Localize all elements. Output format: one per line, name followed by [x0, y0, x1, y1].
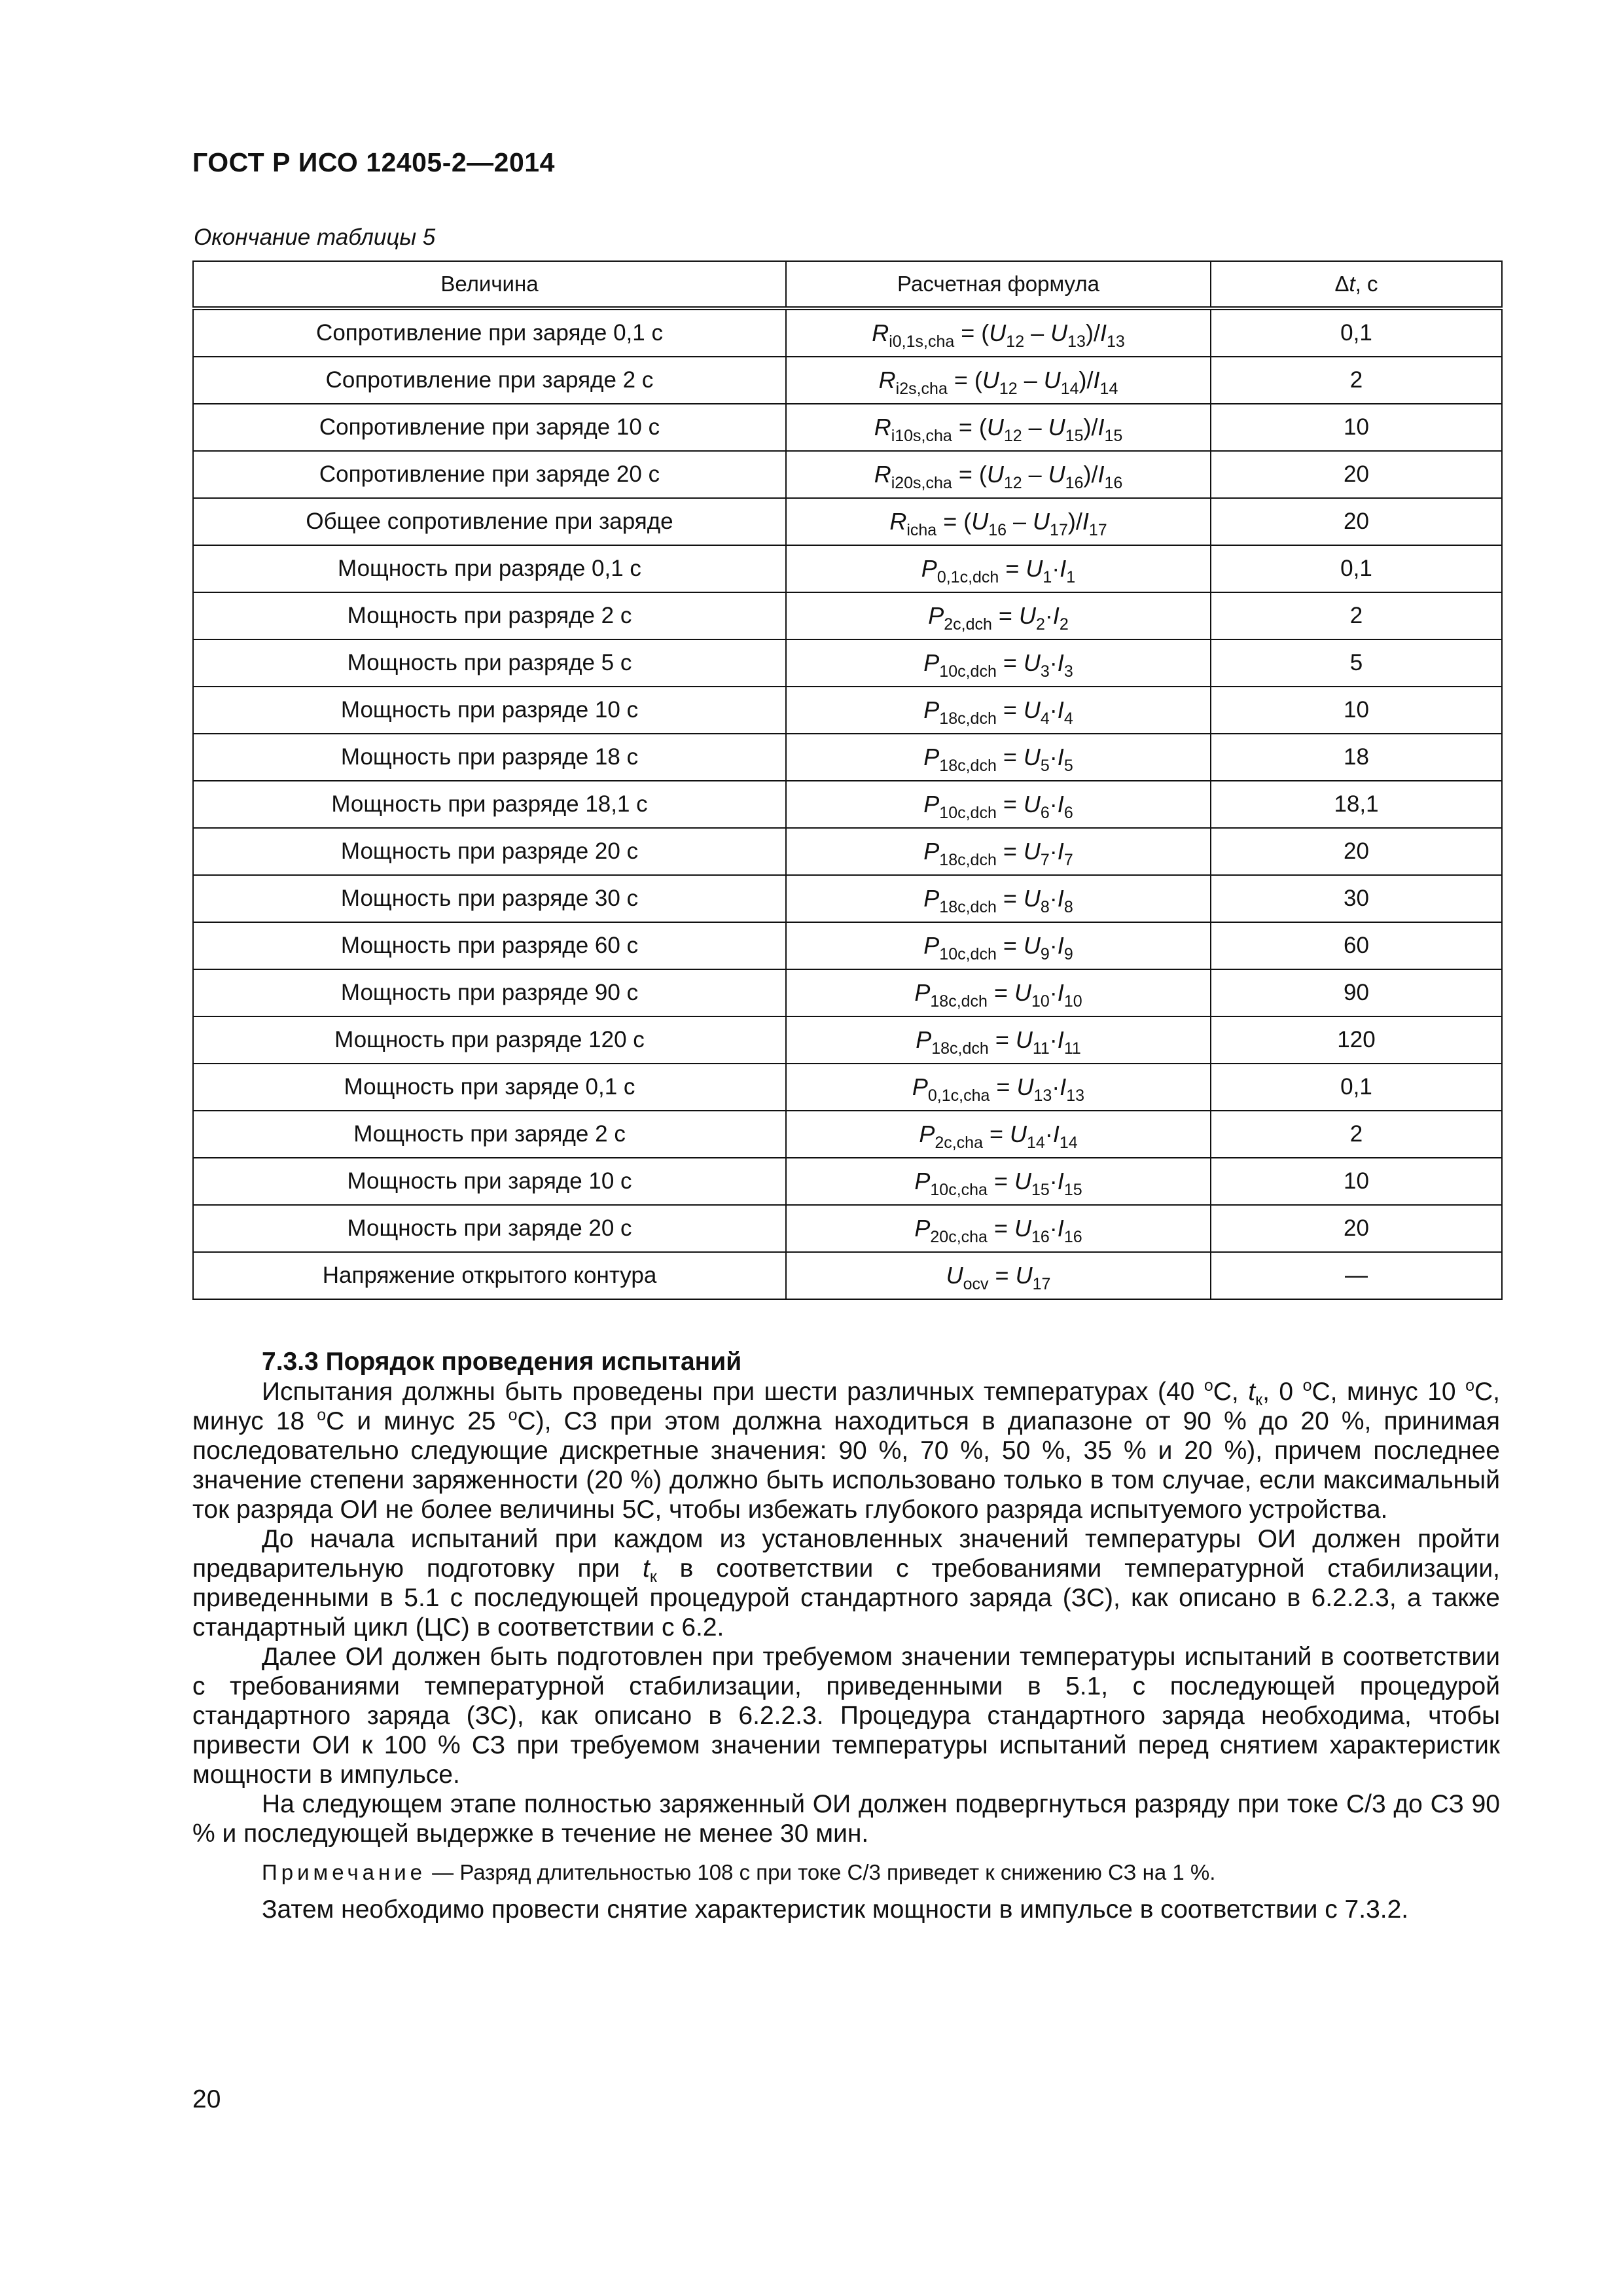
note-text: — Разряд длительностью 108 с при токе С/3 приведет к снижению СЗ на 1 %. [426, 1860, 1216, 1884]
table-row [193, 451, 1502, 498]
cell-formula: $P_{10c,cha} = U_{15}\cdot I_{15}$ [786, 1158, 1211, 1205]
table-row [193, 1205, 1502, 1252]
cell-quantity: Мощность при разряде 10 с [193, 687, 786, 734]
table-row [193, 308, 1502, 357]
cell-formula: $U_{ocv} = U_{17}$ [786, 1252, 1211, 1299]
note-label: Примечание [262, 1860, 427, 1884]
cell-quantity: Мощность при разряде 0,1 с [193, 545, 786, 592]
table-row [193, 687, 1502, 734]
table-row [193, 545, 1502, 592]
page-number: 20 [192, 2085, 221, 2113]
table-row [193, 734, 1502, 781]
table-5 [192, 260, 1503, 1300]
table-row [193, 592, 1502, 639]
column-header-formula: Расчетная формула [786, 261, 1211, 308]
table-row [193, 828, 1502, 875]
cell-dt: — [1211, 1252, 1502, 1299]
cell-formula: $P_{0,1c,dch} = U_1\cdot I_1$ [786, 545, 1211, 592]
cell-dt: 18,1 [1211, 781, 1502, 828]
cell-dt: 0,1 [1211, 308, 1502, 357]
cell-dt: 10 [1211, 404, 1502, 451]
cell-dt: 60 [1211, 922, 1502, 969]
cell-quantity: Мощность при разряде 30 с [193, 875, 786, 922]
table-row [193, 1016, 1502, 1064]
cell-formula: $P_{0,1c,cha} = U_{13}\cdot I_{13}$ [786, 1064, 1211, 1111]
cell-dt: 2 [1211, 592, 1502, 639]
cell-formula: $P_{18c,dch} = U_{11}\cdot I_{11}$ [786, 1016, 1211, 1064]
cell-quantity: Мощность при разряде 18 с [193, 734, 786, 781]
paragraph: Испытания должны быть проведены при шести различных температурах (40 $^o$С, $t_к$, 0 $^o$С, минус 10 $^o$С, минус 18 $^o$С и минус 25 $^o$С), СЗ при этом должна находиться в диапазоне от 90 % до 20 %, принимая последовательно следующие дискретные значения: 90 %, 70 %, 50 %, 35 % и 20 %), причем последнее значение степени заряженности (20 %) должно быть использовано только в том случае, если максимальный ток разряда ОИ не более величины 5С, чтобы избежать глубокого разряда испытуемого устройства. [192, 1376, 1501, 1524]
table-row [193, 498, 1502, 545]
section-title: 7.3.3 Порядок проведения испытаний [262, 1348, 742, 1376]
cell-formula: $P_{18c,dch} = U_5\cdot I_5$ [786, 734, 1211, 781]
table-row [193, 875, 1502, 922]
cell-quantity: Мощность при разряде 90 с [193, 969, 786, 1016]
table-row [193, 357, 1502, 404]
table-row [193, 922, 1502, 969]
cell-quantity: Мощность при разряде 18,1 с [193, 781, 786, 828]
cell-formula: $P_{10c,dch} = U_6\cdot I_6$ [786, 781, 1211, 828]
cell-dt: 0,1 [1211, 545, 1502, 592]
document-header: ГОСТ Р ИСО 12405-2—2014 [192, 147, 555, 177]
cell-quantity: Сопротивление при заряде 0,1 с [193, 308, 786, 357]
cell-dt: 0,1 [1211, 1064, 1502, 1111]
cell-quantity: Мощность при разряде 2 с [193, 592, 786, 639]
cell-formula: $P_{18c,dch} = U_4\cdot I_4$ [786, 687, 1211, 734]
cell-dt: 20 [1211, 1205, 1502, 1252]
table-row [193, 1252, 1502, 1299]
table-row [193, 1111, 1502, 1158]
table-row [193, 404, 1502, 451]
cell-dt: 2 [1211, 1111, 1502, 1158]
cell-formula: $R_{icha} = (U_{16} - U_{17})/I_{17}$ [786, 498, 1211, 545]
table-caption: Окончание таблицы 5 [194, 224, 436, 250]
cell-formula: $R_{i2s,cha} = (U_{12} - U_{14})/I_{14}$ [786, 357, 1211, 404]
cell-quantity: Мощность при заряде 20 с [193, 1205, 786, 1252]
column-header-dt: Δt, с [1211, 261, 1502, 308]
cell-quantity: Сопротивление при заряде 10 с [193, 404, 786, 451]
cell-quantity: Сопротивление при заряде 2 с [193, 357, 786, 404]
cell-quantity: Мощность при заряде 2 с [193, 1111, 786, 1158]
table-header-row [193, 261, 1502, 308]
table-row [193, 969, 1502, 1016]
cell-quantity: Мощность при заряде 10 с [193, 1158, 786, 1205]
cell-dt: 20 [1211, 498, 1502, 545]
section-7-3-3 [192, 1347, 1500, 1924]
cell-dt: 10 [1211, 687, 1502, 734]
cell-quantity: Мощность при разряде 120 с [193, 1016, 786, 1064]
cell-formula: $P_{18c,dch} = U_{10}\cdot I_{10}$ [786, 969, 1211, 1016]
cell-quantity: Сопротивление при заряде 20 с [193, 451, 786, 498]
table-row [193, 1064, 1502, 1111]
cell-formula: $R_{i20s,cha} = (U_{12} - U_{16})/I_{16}$ [786, 451, 1211, 498]
cell-dt: 2 [1211, 357, 1502, 404]
table-row [193, 781, 1502, 828]
cell-dt: 10 [1211, 1158, 1502, 1205]
cell-quantity: Мощность при разряде 60 с [193, 922, 786, 969]
paragraph: До начала испытаний при каждом из установленных значений температуры ОИ должен пройти предварительную подготовку при $t_к$ в соответствии с требованиями температурной стабилизации, приведенными в 5.1 с последующей процедурой стандартного заряда (ЗС), как описано в 6.2.2.3, а также стандартный цикл (ЦС) в соответствии с 6.2. [192, 1525, 1500, 1641]
cell-formula: $R_{i10s,cha} = (U_{12} - U_{15})/I_{15}$ [786, 404, 1211, 451]
cell-quantity: Мощность при разряде 20 с [193, 828, 786, 875]
cell-dt: 20 [1211, 828, 1502, 875]
cell-dt: 18 [1211, 734, 1502, 781]
cell-dt: 90 [1211, 969, 1502, 1016]
cell-quantity: Общее сопротивление при заряде [193, 498, 786, 545]
cell-dt: 20 [1211, 451, 1502, 498]
cell-dt: 30 [1211, 875, 1502, 922]
cell-quantity: Напряжение открытого контура [193, 1252, 786, 1299]
cell-formula: $P_{18c,dch} = U_8\cdot I_8$ [786, 875, 1211, 922]
column-header-quantity: Величина [193, 261, 786, 308]
cell-dt: 120 [1211, 1016, 1502, 1064]
cell-quantity: Мощность при разряде 5 с [193, 639, 786, 687]
cell-dt: 5 [1211, 639, 1502, 687]
cell-quantity: Мощность при заряде 0,1 с [193, 1064, 786, 1111]
cell-formula: $R_{i0,1s,cha} = (U_{12} - U_{13})/I_{13}$ [786, 308, 1211, 357]
cell-formula: $P_{20c,cha} = U_{16}\cdot I_{16}$ [786, 1205, 1211, 1252]
paragraph: На следующем этапе полностью заряженный ОИ должен подвергнуться разряду при токе С/3 до СЗ 90 % и последующей выдержке в течение не менее 30 мин. [192, 1790, 1500, 1848]
paragraph: Далее ОИ должен быть подготовлен при требуемом значении температуры испытаний в соответствии с требованиями температурной стабилизации, приведенными в 5.1, с последующей процедурой стандартного заряда (ЗС), как описано в 6.2.2.3. Процедура стандартного заряда необходима, чтобы привести ОИ к 100 % СЗ при требуемом значении температуры испытаний перед снятием характеристик мощности в импульсе. [192, 1643, 1500, 1789]
cell-formula: $P_{18c,dch} = U_7\cdot I_7$ [786, 828, 1211, 875]
table-row [193, 1158, 1502, 1205]
cell-formula: $P_{2c,cha} = U_{14}\cdot I_{14}$ [786, 1111, 1211, 1158]
cell-formula: $P_{10c,dch} = U_3\cdot I_3$ [786, 639, 1211, 687]
note [192, 1857, 1500, 1887]
table-row [193, 639, 1502, 687]
cell-formula: $P_{10c,dch} = U_9\cdot I_9$ [786, 922, 1211, 969]
paragraph: Затем необходимо провести снятие характеристик мощности в импульсе в соответствии с 7.3.2. [262, 1895, 1409, 1924]
cell-formula: $P_{2c,dch} = U_2\cdot I_2$ [786, 592, 1211, 639]
